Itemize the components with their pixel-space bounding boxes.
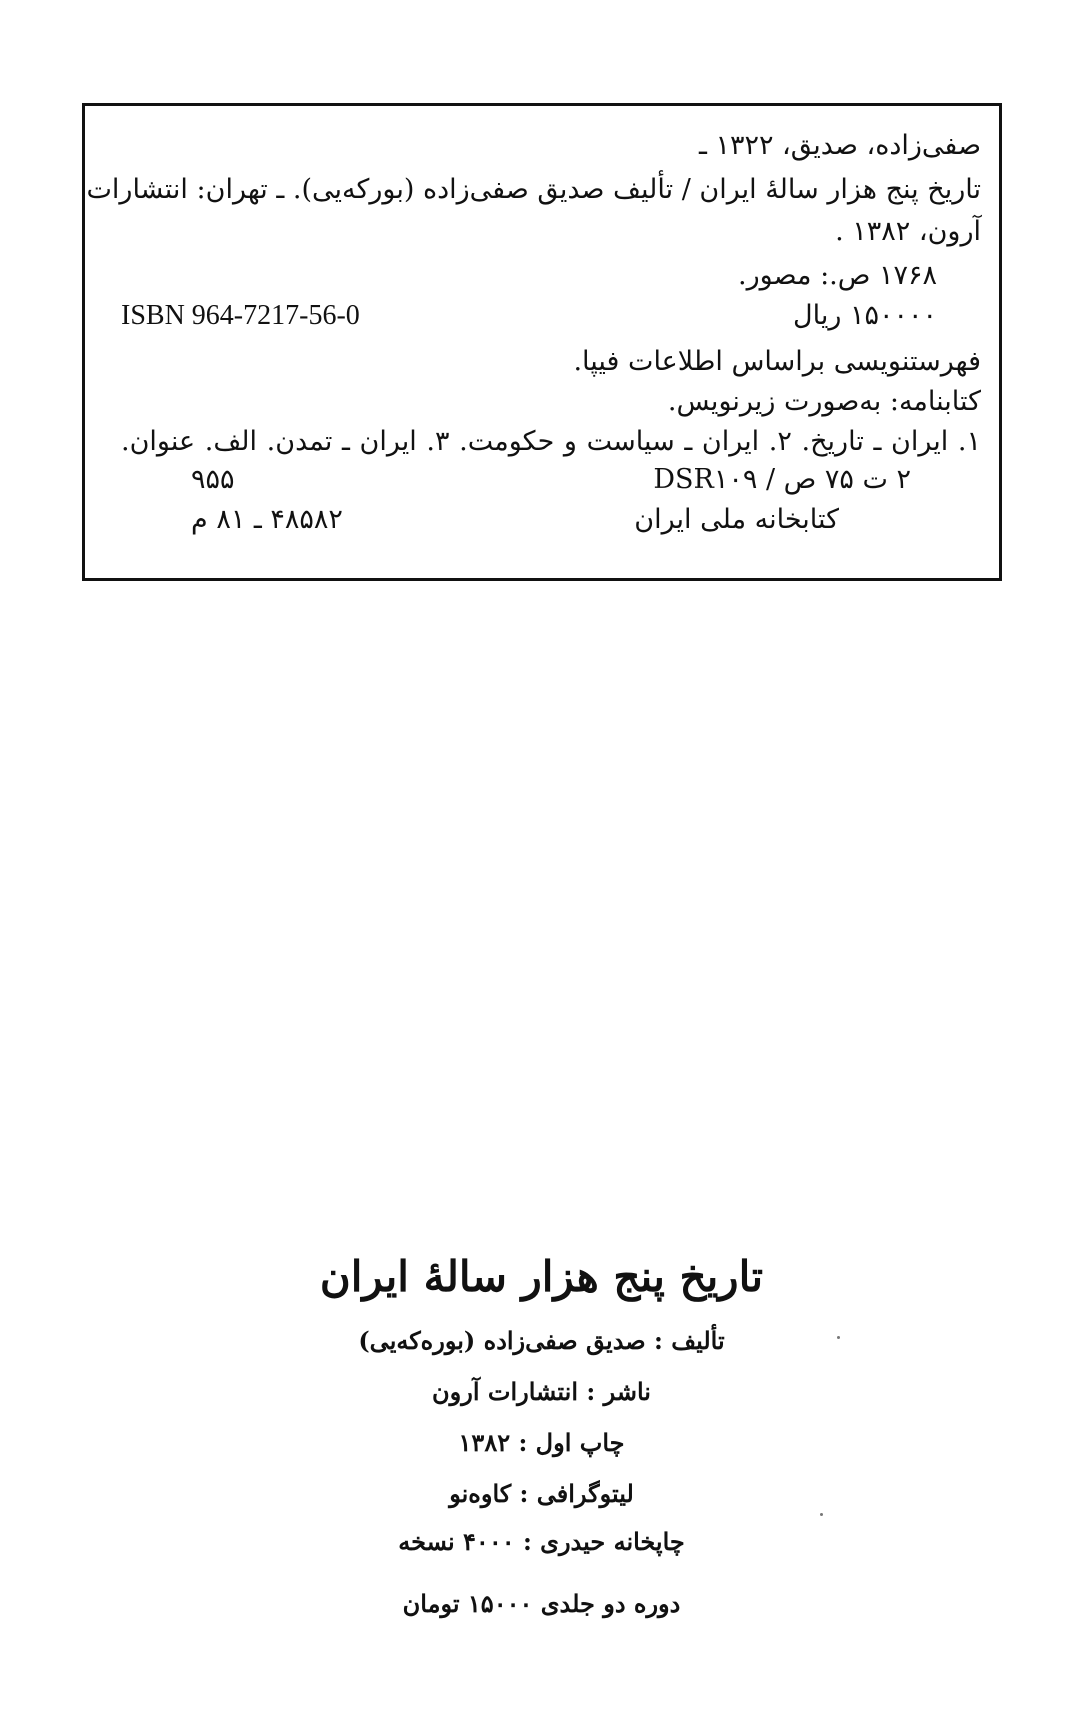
lithography-label: لیتوگرافی : — [519, 1479, 634, 1508]
scan-speck — [820, 1513, 823, 1516]
printing-line — [0, 1527, 1083, 1556]
cip-author-line: صفی‌زاده، صدیق، ۱۳۲۲ ـ — [698, 130, 981, 161]
cip-subjects: ۱. ایران ـ تاریخ. ۲. ایران ـ سیاست و حکومت. ۳. ایران ـ تمدن. الف. عنوان. — [121, 426, 981, 457]
publisher-label: ناشر : — [586, 1377, 651, 1406]
cip-title-line-1: تاریخ پنج هزار سالهٔ ایران / تألیف صدیق صفی‌زاده (بورکه‌یی). ـ تهران: انتشارات — [86, 174, 981, 205]
publisher-line — [0, 1377, 1083, 1406]
author-label: تألیف : — [654, 1326, 725, 1355]
cip-dewey: ۹۵۵ — [191, 464, 235, 495]
author-line — [0, 1326, 1083, 1355]
cip-library-number: ۴۸۵۸۲ ـ ۸۱ م — [191, 504, 343, 535]
cip-title-line-2: آرون، ۱۳۸۲ . — [835, 216, 981, 247]
cip-isbn: ISBN 964-7217-56-0 — [121, 300, 360, 331]
edition-line — [0, 1428, 1083, 1457]
publisher-value: انتشارات آرون — [432, 1377, 579, 1406]
scan-speck — [837, 1336, 840, 1339]
cip-library: کتابخانه ملی ایران — [634, 504, 839, 535]
edition-value: ۱۳۸۲ — [458, 1428, 511, 1457]
cip-bibliography-note: کتابنامه: به‌صورت زیرنویس. — [667, 386, 981, 417]
lithography-value: کاوه‌نو — [449, 1479, 512, 1508]
edition-label: چاپ اول : — [518, 1428, 625, 1457]
cataloguing-record-box — [82, 103, 1002, 581]
book-title: تاریخ پنج هزار سالهٔ ایران — [319, 1252, 764, 1301]
lithography-line — [0, 1479, 1083, 1508]
set-price-line: دوره دو جلدی ۱۵۰۰۰ تومان — [402, 1589, 681, 1618]
author-value: صدیق صفی‌زاده (بوره‌که‌یی) — [358, 1326, 646, 1355]
cip-price: ۱۵۰۰۰۰ ریال — [793, 300, 937, 331]
cip-fipa-note: فهرستنویسی براساس اطلاعات فیپا. — [573, 346, 981, 377]
printing-value: ۴۰۰۰ نسخه — [398, 1527, 515, 1556]
cip-pages: ۱۷۶۸ ص.: مصور. — [738, 260, 937, 291]
printing-label: چاپخانه حیدری : — [522, 1527, 685, 1556]
cip-classification: ۲ ت ۷۵ ص / DSR۱۰۹ — [653, 464, 911, 495]
